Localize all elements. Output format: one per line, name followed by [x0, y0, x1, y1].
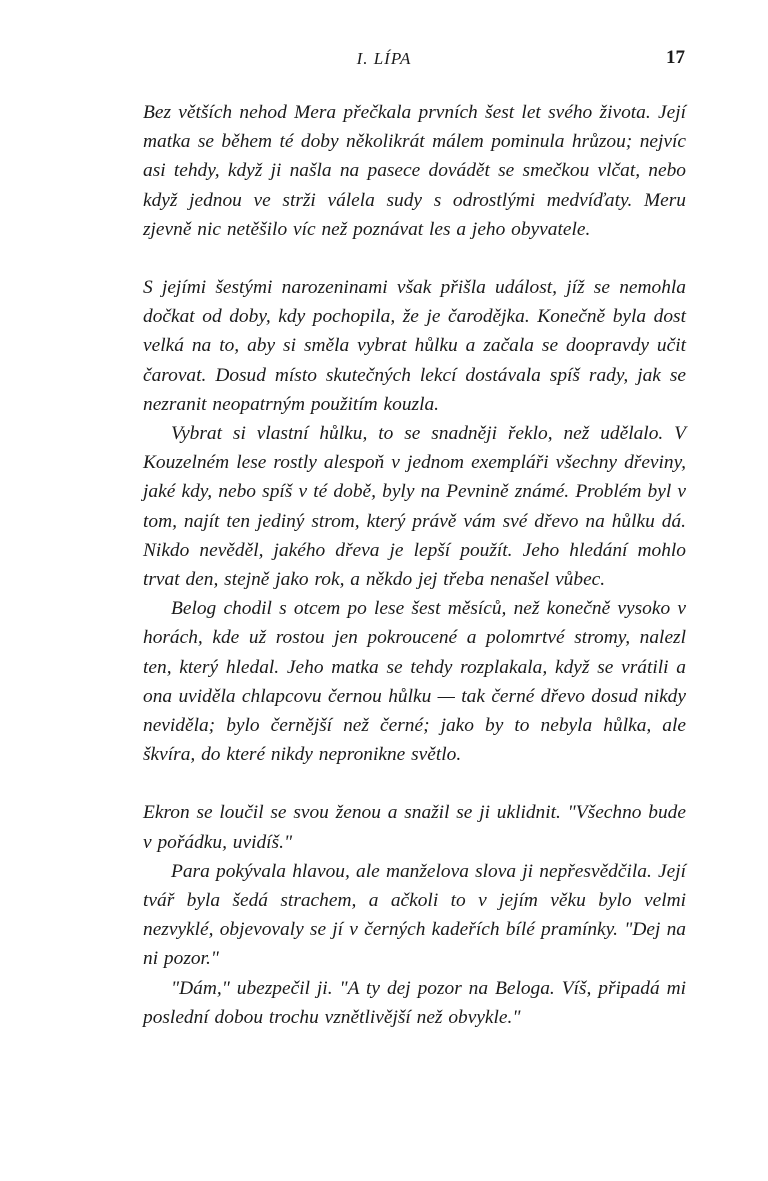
paragraph: Vybrat si vlastní hůlku, to se snadněji řeklo, než udělalo. V Kouzelném lese rostly alespoň v jednom exempláři všechny dřeviny, jaké kdy, nebo spíš v té době, byly na Pevnině známé. Problém byl v tom, najít ten jediný strom, který právě vám své dřevo na hůlku dá. Nikdo nevěděl, jakého dřeva je lepší použít. Jeho hledání mohlo trvat den, stejně jako rok, a někdo jej třeba nenašel vůbec. — [143, 423, 686, 591]
paragraph: Para pokývala hlavou, ale manželova slova ji nepřesvědčila. Její tvář byla šedá strachem, a ačkoli to v jejím věku bylo velmi nezvyklé, objevovaly se jí v černých kadeřích bílé pramínky. "Dej na ni pozor." — [143, 860, 686, 970]
paragraph: Ekron se loučil se svou ženou a snažil se ji uklidnit. "Všechno bude v pořádku, uvidíš." — [143, 802, 686, 853]
page-body — [143, 98, 686, 1032]
page-number: 17 — [666, 47, 685, 68]
running-title: I. LÍPA — [356, 49, 412, 68]
paragraph: "Dám," ubezpečil ji. "A ty dej pozor na Beloga. Víš, připadá mi poslední dobou trochu vznětlivější než obvykle." — [143, 977, 686, 1028]
paragraph: S jejími šestými narozeninami však přišla událost, jíž se nemohla dočkat od doby, kdy pochopila, že je čarodějka. Konečně byla dost velká na to, aby si směla vybrat hůlku a začala se doopravdy učit čarovat. Dosud místo skutečných lekcí dostávala spíš rady, jak se nezranit neopatrným použitím kouzla. — [143, 277, 686, 415]
paragraph: Belog chodil s otcem po lese šest měsíců, než konečně vysoko v horách, kde už rostou jen pokroucené a polomrtvé stromy, nalezl ten, který hledal. Jeho matka se tehdy rozplakala, když se vrátili a ona uviděla chlapcovu černou hůlku — tak černé dřevo dosud nikdy neviděla; bylo černější než černé; jako by to nebyla hůlka, ale škvíra, do které nikdy nepronikne světlo. — [143, 598, 686, 766]
paragraph: Bez větších nehod Mera přečkala prvních šest let svého života. Její matka se během té doby několikrát málem pominula hrůzou; nejvíc asi tehdy, když ji našla na pasece dovádět se smečkou vlčat, nebo když jednou ve strži válela sudy s odrostlými medvíďaty. Meru zjevně nic netěšilo víc než poznávat les a jeho obyvatele. — [143, 102, 686, 240]
page-header — [0, 47, 768, 73]
